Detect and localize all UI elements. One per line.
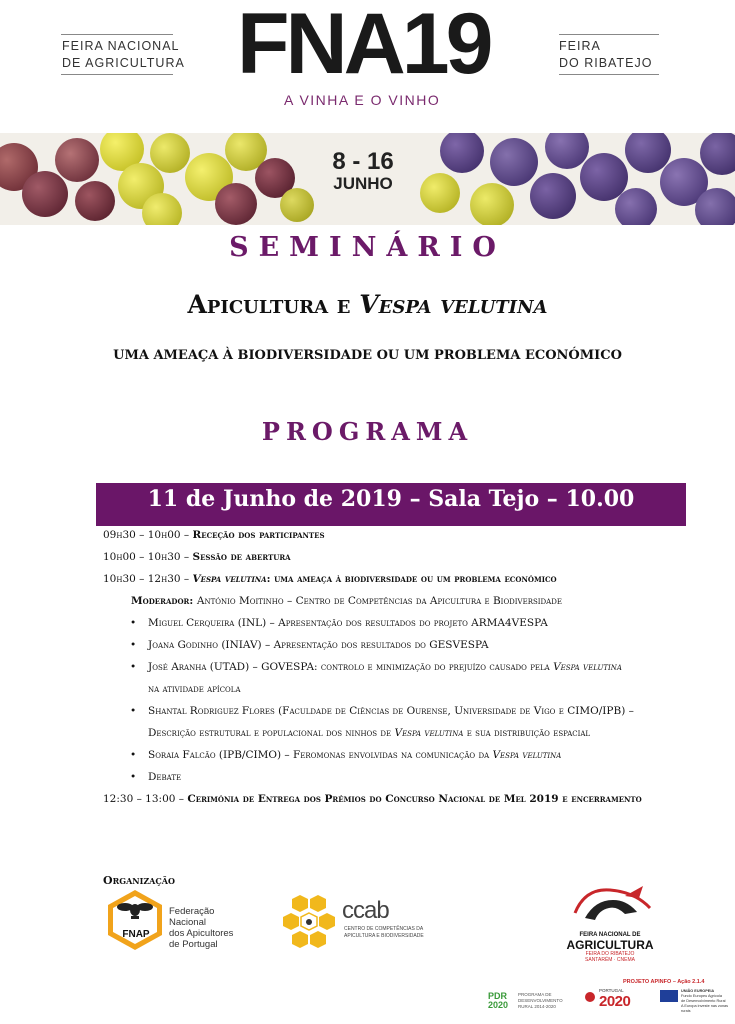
fna-logo: FEIRA NACIONAL DE AGRICULTURA FEIRA DO RIBATEJO SANTARÉM · CNEMA	[560, 878, 660, 968]
moderator-row: Moderador: António Moitinho – Centro de Competências da Apicultura e Biodiversidade	[131, 595, 562, 607]
schedule-row: 10h30 – 12h30 – Vespa velutina: uma ameaça à biodiversidade ou um problema económico	[103, 573, 557, 585]
seminario-heading: SEMINÁRIO	[229, 232, 506, 263]
ccab-logo: ccab CENTRO DE COMPETÊNCIAS DA APICULTURA E BIODIVERSIDADE	[280, 893, 430, 953]
eu-logo	[660, 989, 730, 1013]
speaker-item: • Miguel Cerqueira (INL) – Apresentação dos resultados do projeto ARMA4VESPA	[130, 617, 548, 629]
seminar-title: Apicultura e Vespa velutina	[187, 290, 548, 319]
eu-flag-icon	[660, 990, 678, 1002]
speaker-item: • Shantal Rodriguez Flores (Faculdade de Ciências de Ourense, Universidade de Vigo e CIMO/IPB) –	[130, 705, 634, 717]
programa-heading: PROGRAMA	[261, 417, 474, 446]
schedule-row: 10h00 – 10h30 – Sessão de abertura	[103, 551, 291, 563]
speaker-item: • Joana Godinho (INIAV) – Apresentação dos resultados do GESVESPA	[130, 639, 489, 651]
pdr2020-logo: PDR 2020 PROGRAMA DE DESENVOLVIMENTO RURAL 2014-2020	[488, 991, 563, 1010]
speaker-item: • José Aranha (UTAD) – GOVESPA: controlo e minimização do prejuízo causado pela Vespa velutina	[130, 661, 622, 673]
event-dates: 8 - 16 JUNHO	[332, 148, 394, 193]
speaker-item: • Debate	[130, 771, 182, 783]
fnap-name: Federação Nacional dos Apicultores de Portugal	[169, 906, 234, 950]
fnap-hexagon-icon	[103, 888, 167, 952]
header-left-rule	[61, 34, 173, 35]
schedule-row: 12:30 – 13:00 – Cerimónia de Entrega dos Prémios do Concurso Nacional de Mel 2019 e encerramento	[103, 793, 642, 805]
ccab-name: CENTRO DE COMPETÊNCIAS DA APICULTURA E BIODIVERSIDADE	[344, 926, 424, 939]
fna19-logo: FNA19	[237, 0, 490, 92]
schedule-row: 09h30 – 10h00 – Receção dos participantes	[103, 529, 325, 541]
portugal-mark-icon	[585, 992, 595, 1002]
portugal2020-logo: PORTUGAL 2020	[585, 988, 655, 1012]
honeycomb-icon	[280, 893, 340, 951]
header-right-label: FEIRA DO RIBATEJO	[559, 39, 653, 70]
pdr-text: PROGRAMA DE DESENVOLVIMENTO RURAL 2014-2020	[518, 992, 563, 1009]
speaker-item-cont: na atividade apícola	[148, 683, 241, 695]
speaker-item: • Soraia Falcão (IPB/CIMO) – Feromonas envolvidas na comunicação da Vespa velutina	[130, 749, 562, 761]
eu-text: UNIÃO EUROPEIA Fundo Europeu Agrícola de Desenvolvimento Rural A Europa investe nas zonas rurais	[681, 989, 729, 1013]
bull-icon	[565, 878, 655, 928]
schedule	[103, 524, 703, 810]
fnap-logo: FNAP Federação Nacional dos Apicultores de Portugal	[103, 888, 243, 952]
header-left-label: FEIRA NACIONAL DE AGRICULTURA	[62, 39, 185, 70]
header-right-rule-bottom	[559, 74, 659, 75]
header-left-rule-bottom	[61, 74, 173, 75]
organizacao-label: Organização	[103, 874, 175, 887]
event-date-location-band: 11 de Junho de 2019 – Sala Tejo – 10.00	[96, 483, 686, 526]
grapes-banner	[0, 133, 735, 225]
speaker-item-cont: Descrição estrutural e populacional dos ninhos de Vespa velutina e sua distribuição espacial	[148, 727, 591, 739]
header-subtitle: A VINHA E O VINHO	[284, 92, 441, 108]
seminar-subtitle: UMA AMEAÇA À BIODIVERSIDADE OU UM PROBLEMA ECONÓMICO	[113, 348, 622, 363]
header-right-rule	[559, 34, 659, 35]
projeto-label: PROJETO APINFO – Ação 2.1.4	[623, 979, 705, 985]
